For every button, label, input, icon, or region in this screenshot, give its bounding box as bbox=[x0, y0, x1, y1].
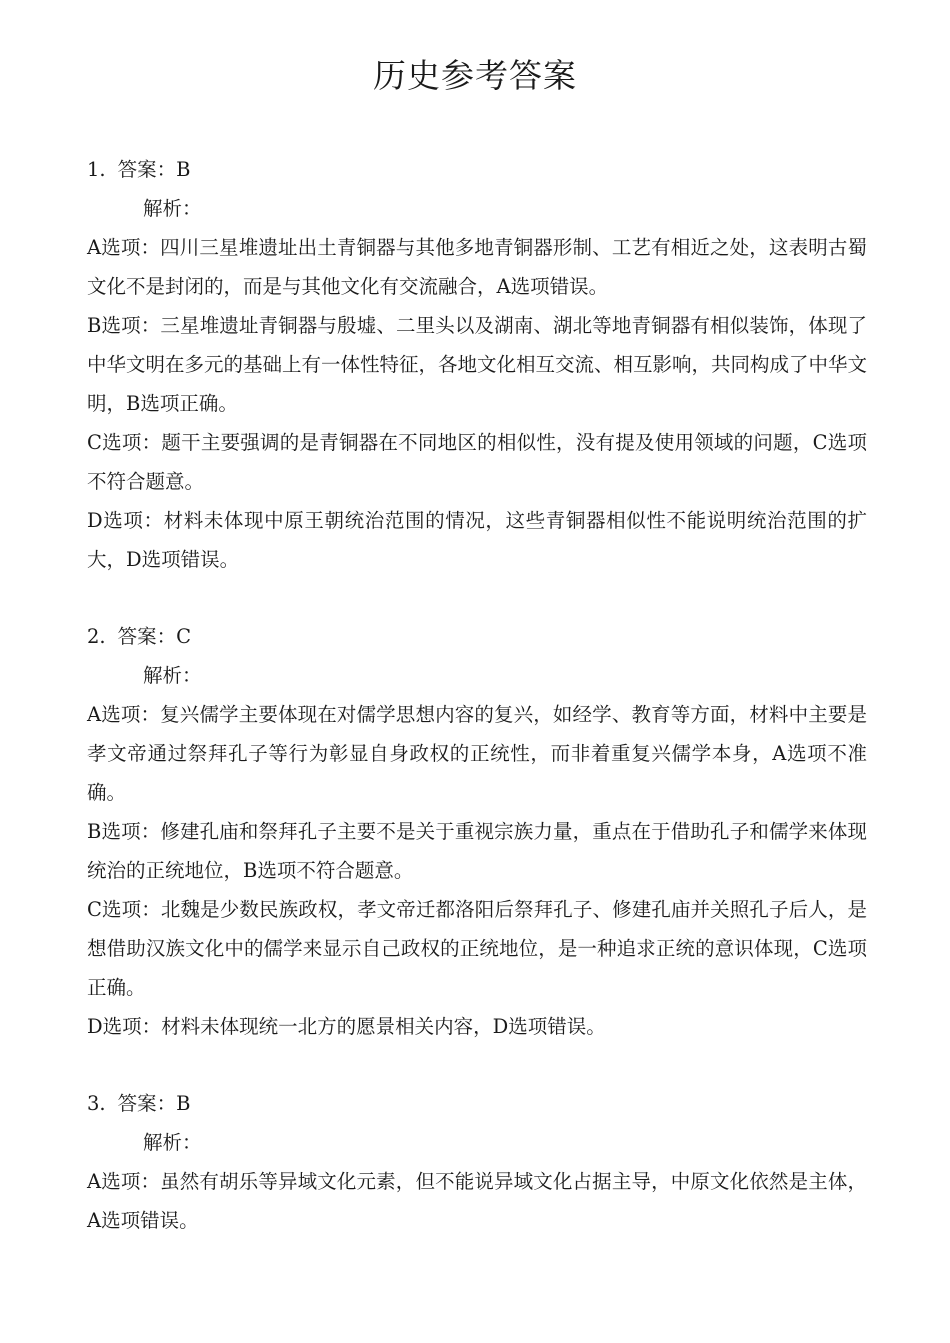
question-number: 3. bbox=[87, 1092, 106, 1115]
option-b: B选项：修建孔庙和祭拜孔子主要不是关于重视宗族力量，重点在于借助孔子和儒学来体现统治的正统地位，B选项不符合题意。 bbox=[87, 820, 867, 882]
answer-value: B bbox=[176, 158, 191, 181]
answer-value: B bbox=[176, 1092, 191, 1115]
answer-value: C bbox=[176, 625, 192, 648]
question-3 bbox=[87, 1084, 867, 1240]
question-1 bbox=[87, 150, 867, 579]
analysis-label: 解析： bbox=[143, 1131, 202, 1154]
analysis-label: 解析： bbox=[143, 664, 202, 687]
question-number: 1. bbox=[87, 158, 106, 181]
option-b: B选项：三星堆遗址青铜器与殷墟、二里头以及湖南、湖北等地青铜器有相似装饰，体现了中华文明在多元的基础上有一体性特征，各地文化相互交流、相互影响，共同构成了中华文明，B选项正确。 bbox=[87, 314, 868, 415]
answer-line bbox=[87, 150, 867, 189]
option-a: A选项：虽然有胡乐等异域文化元素，但不能说异域文化占据主导，中原文化依然是主体，A选项错误。 bbox=[87, 1170, 867, 1232]
answer-label: 答案： bbox=[117, 158, 177, 181]
page-title: 历史参考答案 bbox=[373, 56, 577, 95]
answer-line bbox=[87, 1084, 867, 1123]
answer-label: 答案： bbox=[117, 625, 177, 648]
analysis-label: 解析： bbox=[143, 197, 202, 220]
option-d: D选项：材料未体现中原王朝统治范围的情况，这些青铜器相似性不能说明统治范围的扩大，D选项错误。 bbox=[87, 509, 867, 571]
question-2 bbox=[87, 617, 867, 1046]
option-a: A选项：四川三星堆遗址出土青铜器与其他多地青铜器形制、工艺有相近之处，这表明古蜀文化不是封闭的，而是与其他文化有交流融合，A选项错误。 bbox=[87, 236, 867, 298]
answer-line bbox=[87, 617, 867, 656]
option-d: D选项：材料未体现统一北方的愿景相关内容，D选项错误。 bbox=[87, 1015, 606, 1038]
option-c: C选项：北魏是少数民族政权，孝文帝迁都洛阳后祭拜孔子、修建孔庙并关照孔子后人，是想借助汉族文化中的儒学来显示自己政权的正统地位，是一种追求正统的意识体现，C选项正确。 bbox=[87, 898, 867, 999]
question-number: 2. bbox=[87, 625, 106, 648]
answer-content bbox=[87, 150, 867, 1278]
answer-label: 答案： bbox=[117, 1092, 177, 1115]
option-c: C选项：题干主要强调的是青铜器在不同地区的相似性，没有提及使用领域的问题，C选项不符合题意。 bbox=[87, 431, 867, 493]
option-a: A选项：复兴儒学主要体现在对儒学思想内容的复兴，如经学、教育等方面，材料中主要是孝文帝通过祭拜孔子等行为彰显自身政权的正统性，而非着重复兴儒学本身，A选项不准确。 bbox=[87, 703, 867, 804]
